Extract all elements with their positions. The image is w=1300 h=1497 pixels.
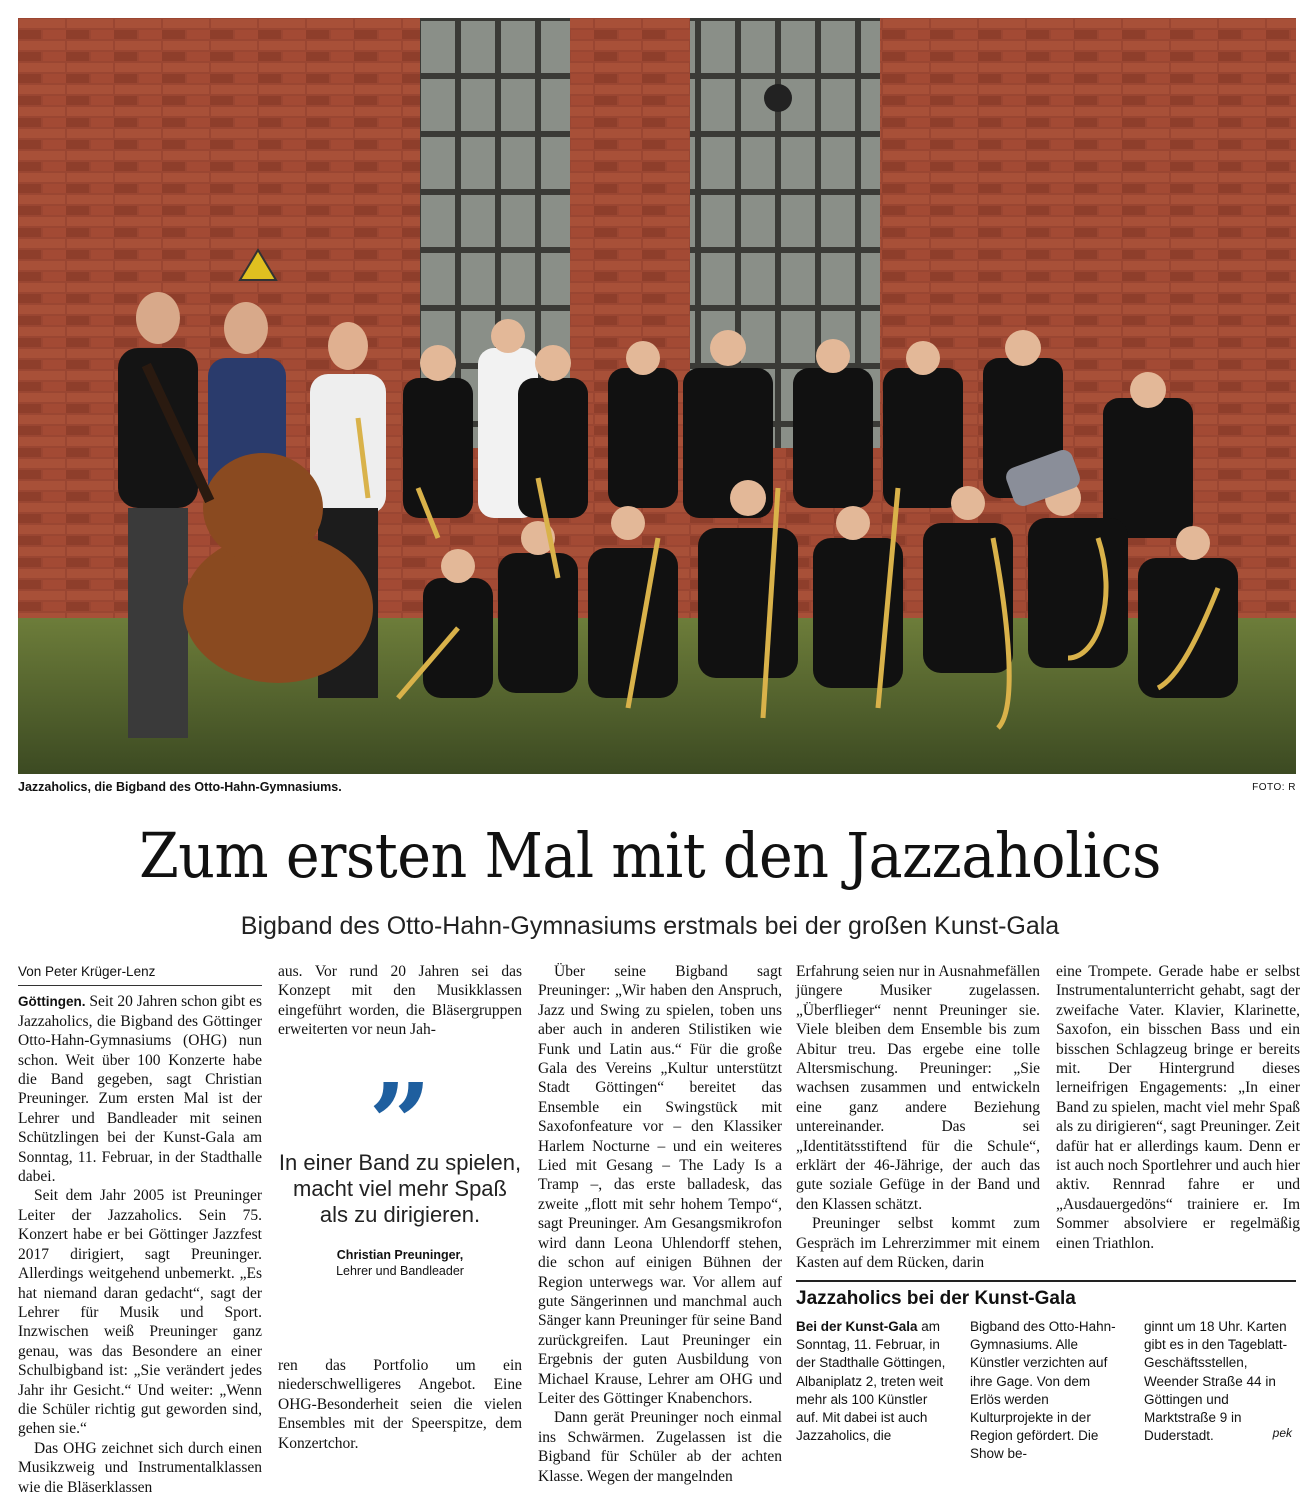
info-box-lead: Bei der Kunst-Gala — [796, 1319, 918, 1334]
article-column-4 — [796, 962, 1040, 1273]
quote-author: Christian Preuninger, — [336, 1248, 464, 1262]
dateline: Göttingen. — [18, 994, 86, 1010]
paragraph: Preuninger selbst kommt zum Gespräch im Lehrerzimmer mit einem Kasten auf dem Rücken, darin — [796, 1215, 1040, 1272]
paragraph: Dann gerät Preuninger noch einmal ins Schwärmen. Zugelassen ist die Bigband für Schüler ab der achten Klasse. Wegen der mangelnden — [538, 1409, 782, 1485]
paragraph-text: Seit 20 Jahren schon gibt es Jazzaholics, die Bigband des Göttinger Otto-Hahn-Gymnasiums (OHG) nun schon. Weit über 100 Konzerte habe die Band gegeben, sagt Christian Preuninger. Zum ersten Mal ist der Lehrer und Bandleader mit seinen Schützlingen bei der Kunst-Gala am Sonntag, 11. Februar, in der Stadthalle dabei. — [18, 993, 263, 1186]
paragraph: Das OHG zeichnet sich durch einen Musikzweig und Instrumentalklassen wie die Bläserklassen — [18, 1439, 262, 1496]
paragraph — [18, 992, 262, 1186]
paragraph: Über seine Bigband sagt Preuninger: „Wir haben den Anspruch, Jazz und Swing zu spielen, toben uns aber auch in anderen Stilistiken wie Funk und Latin aus.“ Für die große Gala des Vereins „Kultur unterstützt Stadt Göttingen“ bereitet das Ensemble ein Swingstück mit Saxofonfeature vor – den Klassiker Harlem Nocturne – und ein weiteres Lied mit Gesang – The Lady Is a Tramp –, das erste balladesk, das zweite „flott mit sehr hohem Tempo“, sagt Preuninger. Am Gesangsmikrofon wird dann Leona Uhlendorff stehen, die schon auf einigen Bühnen der Region unterwegs war. Vor allem auf gute Sängerinnen und manchmal auch Sänger kann Preuninger für seine Band zurückgreifen. Laut Preuninger ein Ergebnis der guten Ausbildung von Michael Krause, Lehrer am OHG und Leiter des Göttinger Knabenchors. — [538, 963, 782, 1407]
caption-text: Jazzaholics, die Bigband des Otto-Hahn-Gymnasiums. — [18, 780, 342, 794]
info-box-column: ginnt um 18 Uhr. Karten gibt es in den Tageblatt-Geschäftsstellen, Weender Straße 44 in Göttingen und Marktstraße 9 in Duderstadt. — [1144, 1319, 1288, 1444]
headline: Zum ersten Mal mit den Jazzaholics — [139, 819, 1161, 892]
paragraph: eine Trompete. Gerade habe er selbst Instrumentalunterricht gehabt, sagt der zweifache Vater. Klavier, Klarinette, Saxofon, ein bisschen Bass und ein bisschen Schlagzeug bringe er bereits mit. Der Hintergrund dieses lerneifrigen Engagements: „In einer Band zu spielen, macht viel mehr Spaß als zu dirigieren“, sagt Preuninger. Zeit dafür hat er allerdings kaum. Denn er ist auch noch Sportlehrer und auch hier aktiv. Rennrad fahre er und „Ausdauergedöns“ trainiere er. Im Sommer absolviere er regelmäßig einen Triathlon. — [1056, 963, 1300, 1252]
paragraph: Seit dem Jahr 2005 ist Preuninger Leiter der Jazzaholics. Sein 75. Konzert habe er bei Göttinger Jazzfest 2017 dirigiert, sagt Preuninger. Allerdings weitgehend unbemerkt. „Es hat niemand daran gedacht“, sagt der Lehrer für Musik und Sport. Inzwischen weiß Preuninger ganz genau, was das Besondere an einer Schulbigband ist: „Sie verändert jedes Jahr ihr Gesicht.“ Und weiter: „Wenn die Schüler richtig gut geworden sind, gehen sie.“ — [18, 1187, 262, 1438]
author-tag: pek — [1272, 1426, 1292, 1440]
article-column-1 — [18, 962, 262, 1497]
band-photo — [18, 18, 1296, 774]
info-box — [796, 1280, 1296, 1462]
article-column-5 — [1056, 962, 1300, 1253]
pull-quote — [278, 1059, 522, 1278]
info-box-text: am Sonntag, 11. Februar, in der Stadthalle Göttingen, Albaniplatz 2, treten weit mehr als 100 Künstler auf. Mit dabei ist auch Jazzaholics, die — [796, 1319, 946, 1444]
quote-role: Lehrer und Bandleader — [336, 1264, 464, 1278]
info-box-column: Bigband des Otto-Hahn-Gymnasiums. Alle Künstler verzichten auf ihre Gage. Von dem Erlös werden Kulturprojekte in der Region gefördert. Die Show be- — [970, 1319, 1116, 1462]
article-column-2 — [278, 962, 522, 1040]
paragraph: ren das Portfolio um ein niederschwelligeres Angebot. Eine OHG-Besonderheit seien die vielen Ensembles mit der Speerspitze, dem Konzertchor. — [278, 1357, 522, 1452]
byline: Von Peter Krüger-Lenz — [18, 962, 262, 986]
photo-caption — [18, 780, 1296, 800]
quote-mark-icon: ” — [368, 1059, 432, 1188]
paragraph: aus. Vor rund 20 Jahren sei das Konzept mit den Musikklassen eingeführt worden, die Bläsergruppen erweiterten vor neun Jah- — [278, 963, 522, 1039]
quote-text: In einer Band zu spielen, macht viel mehr Spaß als zu dirigieren. — [278, 1150, 522, 1227]
paragraph: Erfahrung seien nur in Ausnahmefällen jüngere Musiker zugelassen. „Überflieger“ nennt Preuninger sie. Viele bleiben dem Ensemble bis zum Abitur treu. Das ergebe eine tolle Altersmischung. Preuninger: „Sie wachsen zusammen und entwickeln eine ganz andere Beziehung untereinander. Das sei „Identitätsstiftend für die Schule“, erklärt der 46-Jährige, der auch das gute soziale Gefüge in der Band und den Klassen schätzt. — [796, 963, 1040, 1213]
info-box-column — [796, 1318, 948, 1445]
article-column-3 — [538, 962, 782, 1486]
info-box-title: Jazzaholics bei der Kunst-Gala — [796, 1288, 1076, 1309]
subheadline: Bigband des Otto-Hahn-Gymnasiums erstmals bei der großen Kunst-Gala — [240, 912, 1060, 940]
article-column-2-bottom — [278, 1356, 522, 1453]
photo-credit: FOTO: R — [1252, 782, 1296, 793]
